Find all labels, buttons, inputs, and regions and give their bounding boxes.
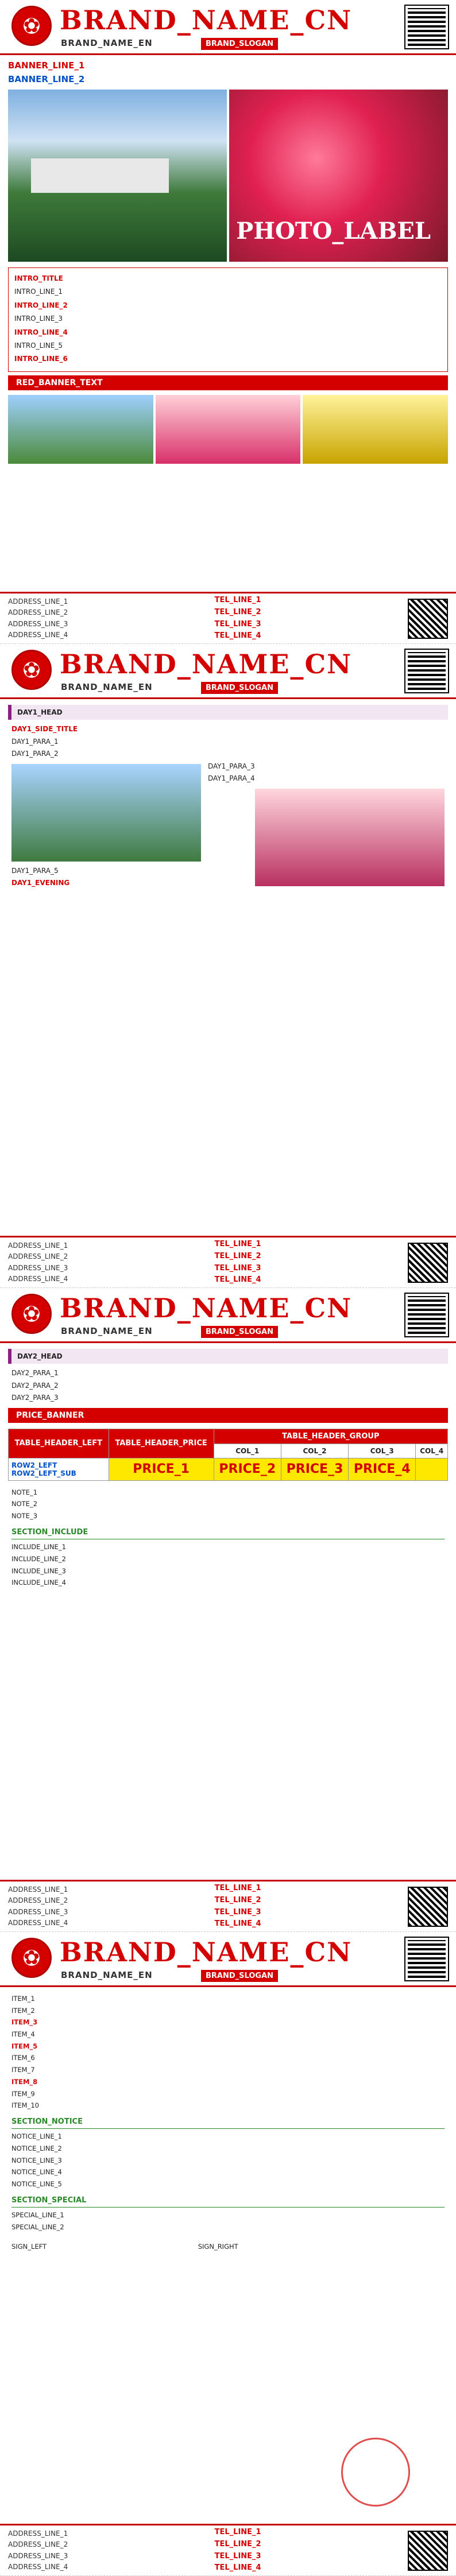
page-header <box>0 1288 456 1343</box>
address-line: ADDRESS_LINE_4 <box>8 1274 68 1283</box>
day-paragraph: DAY2_PARA_1 <box>11 1369 59 1377</box>
term-item: ITEM_3 <box>11 2018 38 2027</box>
intro-line: INTRO_LINE_5 <box>14 341 63 350</box>
promo-banner <box>0 55 456 90</box>
day-2-heading: DAY2_HEAD <box>8 1349 448 1364</box>
address-line: ADDRESS_LINE_3 <box>8 619 68 628</box>
term-item: ITEM_2 <box>11 2006 35 2015</box>
strip-photo <box>156 395 301 464</box>
table-header-price: TABLE_HEADER_PRICE <box>109 1429 214 1458</box>
row-label-sub: ROW2_LEFT_SUB <box>11 1469 76 1477</box>
day-paragraph: DAY1_PARA_3 <box>208 762 255 770</box>
promo-line-1: BANNER_LINE_1 <box>8 60 85 71</box>
table-col-header: COL_1 <box>214 1444 281 1458</box>
promo-line-2: BANNER_LINE_2 <box>8 74 85 84</box>
brand-name: BRAND_NAME_CN <box>60 1937 353 1968</box>
phone-line: TEL_LINE_2 <box>214 1251 261 1260</box>
qr-code-icon <box>405 650 448 692</box>
address-line: ADDRESS_LINE_4 <box>8 630 68 639</box>
phone-line: TEL_LINE_1 <box>214 595 261 604</box>
note-line: NOTE_1 <box>11 1488 38 1496</box>
day-2-body <box>8 1367 448 1405</box>
brand-name: BRAND_NAME_CN <box>60 1293 353 1324</box>
brand-slogan: BRAND_SLOGAN <box>201 38 278 50</box>
include-line: INCLUDE_LINE_2 <box>11 1554 66 1563</box>
hotel-photo <box>8 90 227 262</box>
intro-line: INTRO_LINE_2 <box>14 301 68 309</box>
day-paragraph: DAY1_PARA_2 <box>11 750 59 758</box>
table-row <box>9 1429 448 1444</box>
table-col-header: COL_3 <box>349 1444 416 1458</box>
table-row <box>9 1458 448 1480</box>
footer-phones <box>215 1239 261 1286</box>
table-col-header: COL_2 <box>281 1444 348 1458</box>
signature-line <box>11 2241 445 2253</box>
page-footer <box>0 1236 456 1287</box>
brand-name-en: BRAND_NAME_EN <box>61 1326 153 1336</box>
note-line: NOTE_3 <box>11 1512 38 1520</box>
phone-line: TEL_LINE_2 <box>214 2539 261 2548</box>
strip-photo <box>303 395 448 464</box>
table-header-left: TABLE_HEADER_LEFT <box>9 1429 109 1458</box>
address-line: ADDRESS_LINE_1 <box>8 1886 68 1894</box>
footer-phones <box>215 1883 261 1930</box>
hero-photos <box>0 90 456 262</box>
price-cell: PRICE_3 <box>281 1458 348 1480</box>
special-line: SPECIAL_LINE_1 <box>11 2211 64 2220</box>
strip-photo <box>8 395 153 464</box>
term-item: ITEM_4 <box>11 2030 35 2039</box>
company-logo-icon <box>11 1938 52 1978</box>
address-line: ADDRESS_LINE_2 <box>8 1896 68 1905</box>
notice-line: NOTICE_LINE_2 <box>11 2144 62 2152</box>
include-line: INCLUDE_LINE_1 <box>11 1543 66 1551</box>
phone-line: TEL_LINE_4 <box>214 1275 261 1285</box>
page-4 <box>0 1932 456 2576</box>
address-line: ADDRESS_LINE_1 <box>8 598 68 606</box>
phone-line: TEL_LINE_3 <box>214 2551 261 2561</box>
term-item: ITEM_6 <box>11 2054 35 2062</box>
table-col-header: COL_4 <box>416 1444 448 1458</box>
footer-phones <box>215 595 261 642</box>
day-1-body <box>8 723 448 890</box>
day-evening: DAY1_EVENING <box>11 879 70 887</box>
include-line: INCLUDE_LINE_3 <box>11 1566 66 1575</box>
phone-line: TEL_LINE_2 <box>214 1895 261 1904</box>
feature-banner: RED_BANNER_TEXT <box>8 375 448 390</box>
address-line: ADDRESS_LINE_2 <box>8 1252 68 1261</box>
intro-line: INTRO_LINE_6 <box>14 355 68 363</box>
section-include-heading: SECTION_INCLUDE <box>11 1526 445 1539</box>
intro-box <box>8 267 448 372</box>
price-notes <box>8 1487 448 1589</box>
address-line: ADDRESS_LINE_4 <box>8 2562 68 2571</box>
day-paragraph: DAY1_PARA_4 <box>208 774 255 783</box>
qr-code-icon <box>405 1294 448 1336</box>
phone-line: TEL_LINE_1 <box>214 2527 261 2536</box>
term-item: ITEM_8 <box>11 2077 38 2086</box>
footer-address <box>8 1884 68 1929</box>
brand-slogan: BRAND_SLOGAN <box>201 1326 278 1338</box>
row-label-main: ROW2_LEFT <box>11 1461 57 1469</box>
notice-line: NOTICE_LINE_4 <box>11 2168 62 2177</box>
address-line: ADDRESS_LINE_4 <box>8 1918 68 1927</box>
price-cell: PRICE_2 <box>214 1458 281 1480</box>
notice-line: NOTICE_LINE_1 <box>11 2132 62 2141</box>
terms-list <box>8 1993 448 2253</box>
brand-slogan: BRAND_SLOGAN <box>201 1970 278 1982</box>
intro-line: INTRO_LINE_3 <box>14 315 63 323</box>
notice-line: NOTICE_LINE_3 <box>11 2156 62 2164</box>
price-cell: PRICE_1 <box>109 1458 214 1480</box>
brand-name: BRAND_NAME_CN <box>60 5 353 36</box>
price-cell <box>416 1458 448 1480</box>
day-paragraph: DAY2_PARA_3 <box>11 1394 59 1402</box>
brand-slogan: BRAND_SLOGAN <box>201 682 278 694</box>
term-item: ITEM_5 <box>11 2042 38 2050</box>
qr-code-icon <box>405 1938 448 1980</box>
photo-strip <box>8 395 448 464</box>
note-line: NOTE_2 <box>11 1500 38 1508</box>
sakura-photo <box>229 90 448 262</box>
term-item: ITEM_1 <box>11 1995 35 2003</box>
qr-code-icon <box>405 6 448 48</box>
attraction-photo <box>255 789 445 886</box>
term-item: ITEM_7 <box>11 2066 35 2074</box>
brand-name: BRAND_NAME_CN <box>60 649 353 680</box>
page-2 <box>0 644 456 1288</box>
attraction-photo <box>11 764 201 862</box>
include-line: INCLUDE_LINE_4 <box>11 1578 66 1587</box>
qr-code-icon <box>408 1887 448 1927</box>
page-1 <box>0 0 456 644</box>
brand-name-en: BRAND_NAME_EN <box>61 1970 153 1980</box>
address-line: ADDRESS_LINE_1 <box>8 1242 68 1250</box>
phone-line: TEL_LINE_4 <box>214 1919 261 1929</box>
footer-address <box>8 2528 68 2573</box>
intro-line: INTRO_LINE_4 <box>14 328 68 336</box>
phone-line: TEL_LINE_3 <box>214 619 261 629</box>
address-line: ADDRESS_LINE_2 <box>8 2540 68 2549</box>
company-stamp <box>341 2438 410 2507</box>
qr-code-icon <box>408 2531 448 2571</box>
intro-line: INTRO_LINE_1 <box>14 288 63 296</box>
term-item: ITEM_9 <box>11 2089 35 2098</box>
page-header <box>0 0 456 55</box>
brand-name-en: BRAND_NAME_EN <box>61 38 153 48</box>
phone-line: TEL_LINE_1 <box>214 1883 261 1892</box>
phone-line: TEL_LINE_2 <box>214 607 261 616</box>
notice-line: NOTICE_LINE_5 <box>11 2180 62 2189</box>
special-line: SPECIAL_LINE_2 <box>11 2222 64 2231</box>
day-side-title: DAY1_SIDE_TITLE <box>11 725 78 733</box>
day-paragraph: DAY2_PARA_2 <box>11 1381 59 1390</box>
page-3 <box>0 1288 456 1932</box>
day-paragraph: DAY1_PARA_5 <box>11 866 59 875</box>
address-line: ADDRESS_LINE_3 <box>8 1263 68 1272</box>
brand-name-en: BRAND_NAME_EN <box>61 682 153 692</box>
address-line: ADDRESS_LINE_3 <box>8 2551 68 2560</box>
sign-left: SIGN_LEFT <box>11 2243 47 2251</box>
table-row-label <box>9 1458 109 1480</box>
price-cell: PRICE_4 <box>349 1458 416 1480</box>
page-footer <box>0 1880 456 1931</box>
table-header-group: TABLE_HEADER_GROUP <box>214 1429 447 1444</box>
page-header <box>0 644 456 699</box>
phone-line: TEL_LINE_4 <box>214 2563 261 2573</box>
qr-code-icon <box>408 599 448 639</box>
day-1-heading: DAY1_HEAD <box>8 705 448 720</box>
company-logo-icon <box>11 1294 52 1334</box>
price-banner: PRICE_BANNER <box>8 1408 448 1423</box>
page-footer <box>0 2524 456 2575</box>
company-logo-icon <box>11 6 52 46</box>
footer-address <box>8 1240 68 1285</box>
phone-line: TEL_LINE_3 <box>214 1907 261 1917</box>
day-paragraph: DAY1_PARA_1 <box>11 737 59 746</box>
price-table <box>8 1429 448 1481</box>
section-special-heading: SECTION_SPECIAL <box>11 2194 445 2208</box>
company-logo-icon <box>11 650 52 690</box>
sign-right: SIGN_RIGHT <box>198 2243 238 2251</box>
qr-code-icon <box>408 1243 448 1283</box>
footer-address <box>8 596 68 641</box>
term-item: ITEM_10 <box>11 2101 39 2110</box>
page-header <box>0 1932 456 1987</box>
address-line: ADDRESS_LINE_3 <box>8 1907 68 1916</box>
address-line: ADDRESS_LINE_1 <box>8 2530 68 2538</box>
phone-line: TEL_LINE_3 <box>214 1263 261 1273</box>
phone-line: TEL_LINE_4 <box>214 631 261 641</box>
address-line: ADDRESS_LINE_2 <box>8 608 68 617</box>
section-notice-heading: SECTION_NOTICE <box>11 2115 445 2129</box>
footer-phones <box>215 2527 261 2574</box>
page-footer <box>0 592 456 643</box>
phone-line: TEL_LINE_1 <box>214 1239 261 1248</box>
intro-title: INTRO_TITLE <box>14 274 63 282</box>
photo-label: PHOTO_LABEL <box>236 218 431 245</box>
